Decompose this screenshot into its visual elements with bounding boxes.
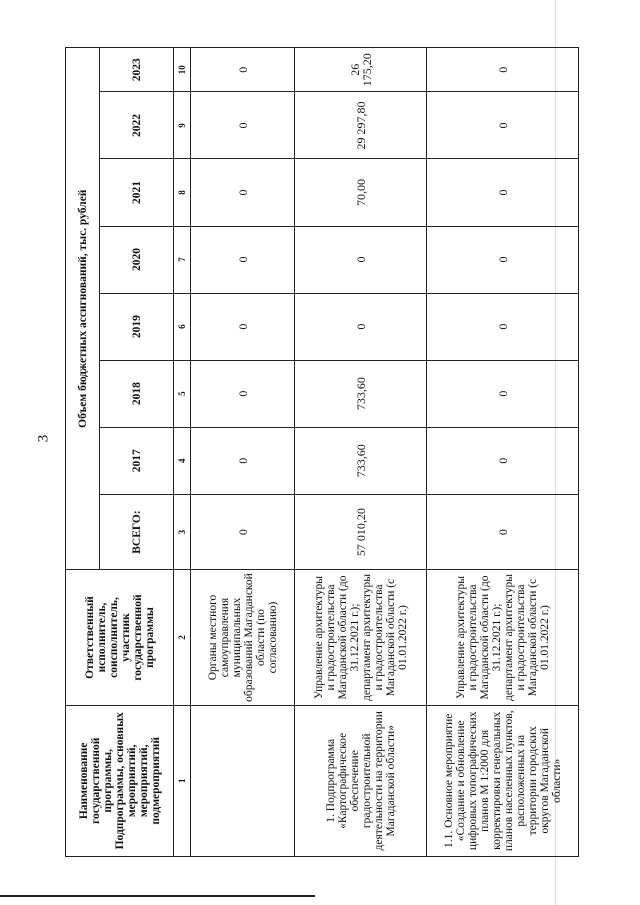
- row-value: 0: [427, 427, 579, 494]
- page-number: 3: [35, 434, 52, 443]
- row-value: 0: [191, 293, 295, 360]
- header-year: 2020: [100, 226, 174, 293]
- row-name: [191, 705, 295, 856]
- header-responsible: Ответственный исполнитель, соисполнитель, участник государственной программы: [66, 570, 174, 705]
- column-number: 3: [174, 494, 191, 570]
- row-value: 0: [191, 494, 295, 570]
- column-number: 4: [174, 427, 191, 494]
- footnote-separator: [0, 895, 315, 897]
- header-year: 2023: [100, 48, 174, 92]
- row-value: 0: [427, 494, 579, 570]
- table-row: [191, 48, 295, 857]
- row-value: 0: [191, 226, 295, 293]
- row-value: 0: [191, 360, 295, 427]
- budget-table: [65, 47, 579, 857]
- row-value: 0: [427, 48, 579, 92]
- header-year: 2018: [100, 360, 174, 427]
- row-value: 0: [191, 427, 295, 494]
- row-value: 57 010,20: [295, 494, 427, 570]
- row-value: 0: [427, 159, 579, 226]
- column-number: 6: [174, 293, 191, 360]
- row-responsible: Управление архитектуры и градостроительства Магаданской области (до 31.12.2021 г.); департамент архитектуры и градостроительства Магаданской области (с 01.01.2022 г.): [427, 570, 579, 705]
- column-number: 2: [174, 570, 191, 705]
- row-value: 0: [191, 92, 295, 159]
- header-year: 2019: [100, 293, 174, 360]
- row-value: 29 297,80: [295, 92, 427, 159]
- column-number: 1: [174, 705, 191, 856]
- row-name: 1. Подпрограмма «Картографическое обеспечение градостроительной деятельности на территории Магаданской области»: [295, 705, 427, 856]
- row-name: 1.1. Основное мероприятие «Создание и обновление цифровых топографических планов М 1:2000 для корректировки генеральных планов населенных пунктов, расположенных на территории городских округов Магаданской области»: [427, 705, 579, 856]
- row-value: 0: [427, 92, 579, 159]
- row-value: 0: [191, 48, 295, 92]
- row-responsible: Органы местного самоуправления муниципальных образований Магаданской области (по согласованию): [191, 570, 295, 705]
- header-budget-group: Объем бюджетных ассигнований, тыс. рублей: [66, 48, 100, 570]
- row-value: 0: [427, 360, 579, 427]
- row-value: 0: [427, 226, 579, 293]
- column-number: 9: [174, 92, 191, 159]
- row-responsible: Управление архитектуры и градостроительства Магаданской области (до 31.12.2021 г.); департамент архитектуры и градостроительства Магаданской области (с 01.01.2022 г.): [295, 570, 427, 705]
- column-number: 7: [174, 226, 191, 293]
- header-total: ВСЕГО:: [100, 494, 174, 570]
- table-row: [295, 48, 427, 857]
- header-year: 2022: [100, 92, 174, 159]
- header-year: 2017: [100, 427, 174, 494]
- rotated-table-container: [65, 47, 575, 857]
- row-value: 733,60: [295, 427, 427, 494]
- row-value: 0: [427, 293, 579, 360]
- row-value: 0: [295, 293, 427, 360]
- row-value: 70,00: [295, 159, 427, 226]
- header-year: 2021: [100, 159, 174, 226]
- row-value: 0: [295, 226, 427, 293]
- column-number: 5: [174, 360, 191, 427]
- header-name: Наименование государственной программы, Подпрограммы, основных мероприятий, мероприятий, подмероприятий: [66, 705, 174, 856]
- row-value: 733,60: [295, 360, 427, 427]
- row-value: 26 175,20: [295, 48, 427, 92]
- row-value: 0: [191, 159, 295, 226]
- column-number: 10: [174, 48, 191, 92]
- column-number: 8: [174, 159, 191, 226]
- table-row: [427, 48, 579, 857]
